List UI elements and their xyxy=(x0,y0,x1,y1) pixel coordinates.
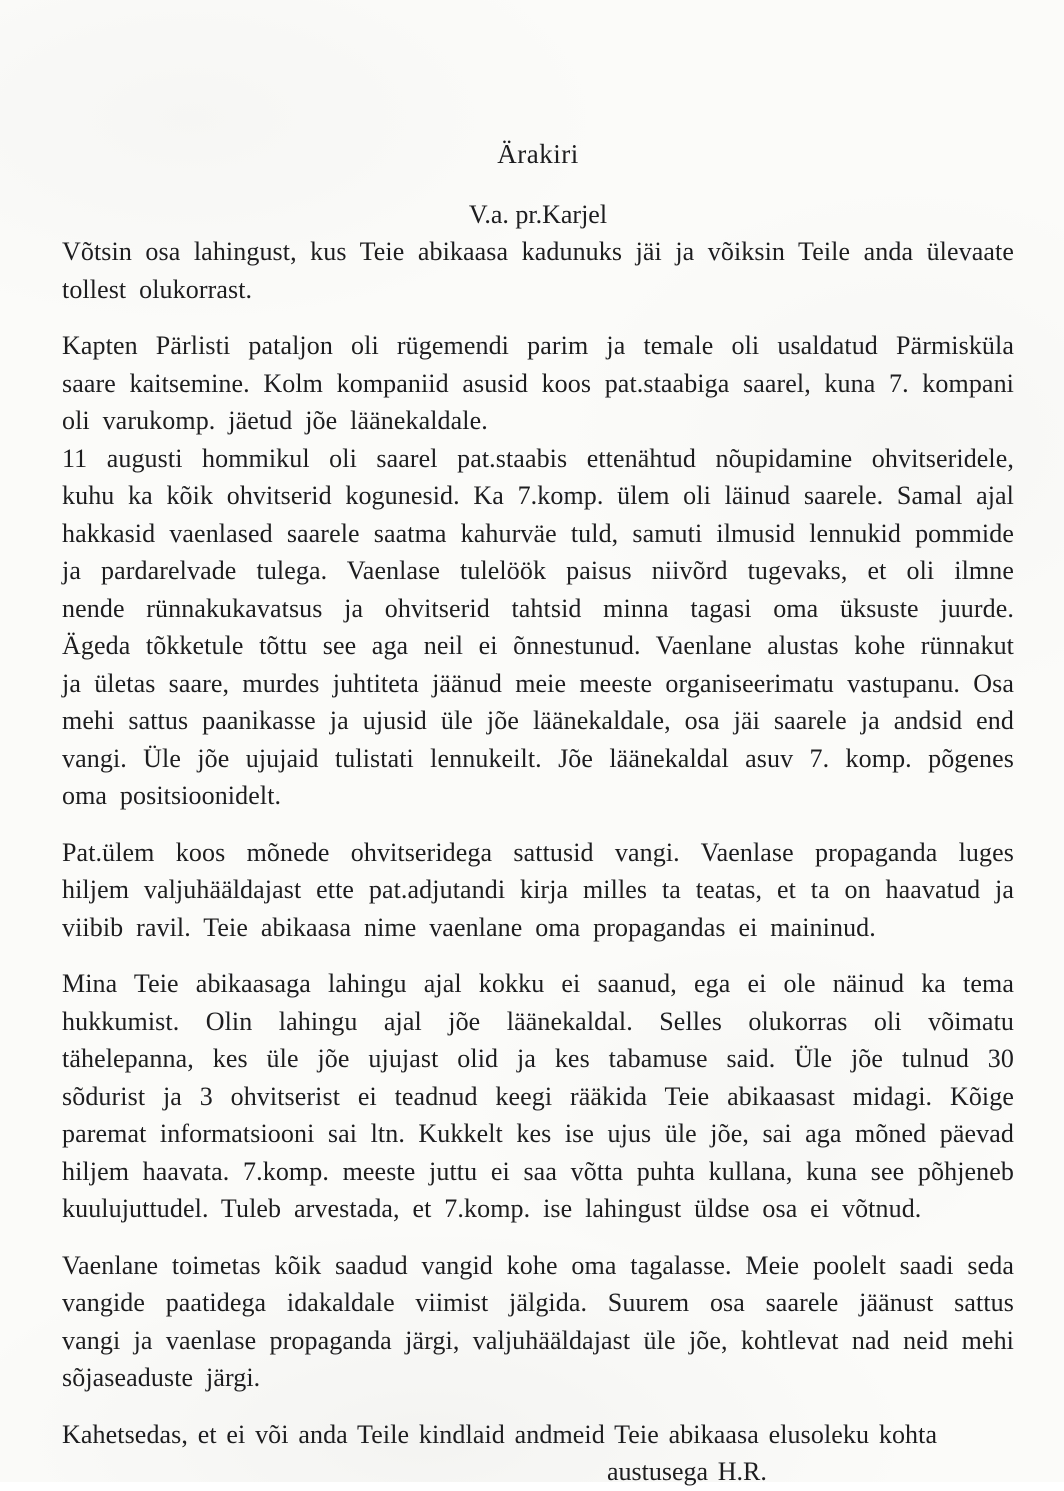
letter-paragraph-prisoners: Vaenlane toimetas kõik saadud vangid kohe oma tagalasse. Meie poolelt saadi seda vangide paatidega idakaldale viimist jälgida. Suurem osa saarele jäänust sattus vangi ja vaenlase propaganda järgi, valjuhääldajast üle jõe, kohtlevat nad neid mehi sõjaseaduste järgi. xyxy=(62,1250,1014,1392)
letter-paragraph-information: Mina Teie abikaasaga lahingu ajal kokku ei saanud, ega ei ole näinud ka tema hukkumist. Olin lahingu ajal jõe läänekaldal. Selles olukorras oli võimatu tähelepanna, kes üle jõe ujujast olid ja kes tabamuse said. Üle jõe tulnud 30 sõdurist ja 3 ohvitserist ei teadnud keegi rääkida Teie abikaasast midagi. Kõige paremat informatsiooni sai ltn. Kukkelt kes ise ujus üle jõe, sai aga mõned päevad hiljem haavata. 7.komp. meeste juttu ei saa võtta puhta kullana, kuna see põhjeneb kuulujuttudel. Tuleb arvestada, et 7.komp. ise lahingust üldse osa ei võtnud. xyxy=(62,969,1014,1223)
letter-signature: austusega H.R. xyxy=(607,1457,767,1486)
letter-content xyxy=(62,136,1014,1491)
letter-paragraph-closing: Kahetsedas, et ei või anda Teile kindlaid andmeid Teie abikaasa elusoleku kohta xyxy=(62,1419,938,1449)
letter-paragraph-battalion: Kapten Pärlisti pataljon oli rügemendi parim ja temale oli usaldatud Pärmisküla saare kaitsemine. Kolm kompaniid asusid koos pat.staabiga saarel, kuna 7. kompani oli varukomp. jäetud jõe läänekaldale. xyxy=(62,331,1014,435)
letter-paragraph-group-battle xyxy=(62,327,1014,815)
letter-title: Ärakiri xyxy=(497,139,579,169)
letter-paragraph-intro: Võtsin osa lahingust, kus Teie abikaasa kadunuks jäi ja võiksin Teile anda ülevaate tollest olukorrast. xyxy=(62,237,1014,304)
letter-paragraph-attack: 11 augusti hommikul oli saarel pat.staabis ettenähtud nõupidamine ohvitseridele, kuhu ka kõik ohvitserid kogunesid. Ka 7.komp. ülem oli läinud saarele. Samal ajal hakkasid vaenlased saarele saatma kahurväe tuld, samuti ilmusid lennukid pommide ja pardarelvade tulega. Vaenlase tulelöök paisus niivõrd tugevaks, et oli ilmne nende rünnakukavatsus ja ohvitserid tahtsid minna tagasi oma üksuste juurde. Ägeda tõkketule tõttu see aga neil ei õnnestunud. Vaenlane alustas kohe rünnakut ja ületas saare, murdes juhtiteta jäänud meie meeste organiseerimatu vastupanu. Osa mehi sattus paanikasse ja ujusid üle jõe läänekaldale, osa jäi saarele ja andsid end vangi. Üle jõe ujujaid tulistati lennukeilt. Jõe läänekaldal asuv 7. komp. põgenes oma positsioonidelt. xyxy=(62,443,1014,810)
letter-paragraph-captivity: Pat.ülem koos mõnede ohvitseridega sattusid vangi. Vaenlase propaganda luges hiljem valjuhääldajast ette pat.adjutandi kirja milles ta teatas, et ta on haavatud ja viibib ravil. Teie abikaasa nime vaenlane oma propagandas ei maininud. xyxy=(62,837,1014,942)
letter-salutation: V.a. pr.Karjel xyxy=(468,200,608,229)
